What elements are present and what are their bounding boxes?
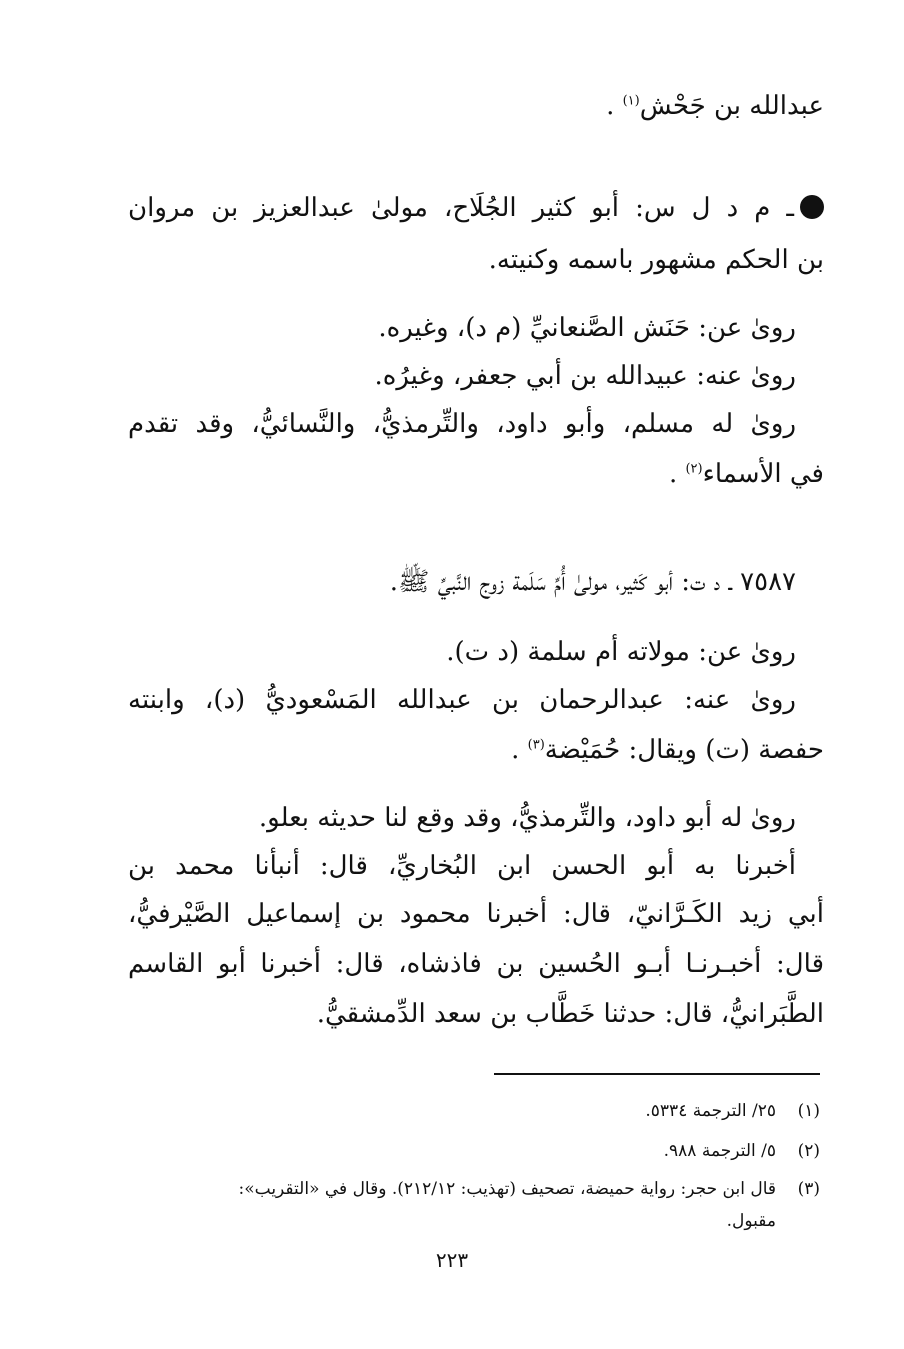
text-line-5	[128, 356, 796, 396]
text-line-9	[128, 632, 796, 672]
line-text: الطَّبَرانيُّ، قال: حدثنا خَطَّاب بن سعد الدِّمشقيُّ.	[316, 999, 824, 1029]
line-text: أخبرنا به أبو الحسن ابن البُخاريِّ، قال: أنبأنا محمد بن	[128, 851, 796, 881]
footnote-divider	[494, 1073, 820, 1075]
text-line-14	[128, 894, 824, 934]
line-text: روىٰ عنه: عبدالرحمان بن عبدالله المَسْعوديُّ (د)، وابنته	[128, 685, 796, 715]
footnote-ref-2: (٢)	[685, 461, 703, 477]
line-text: ٧٥٨٧ ـ د ت: أبو كَثير، مولىٰ أُمِّ سَلَمة زوج النَّبيِّ ﷺ.	[389, 567, 796, 597]
text-line-12	[128, 798, 796, 838]
line-text: قال: أخبـرنـا أبـو الحُسين بن فاذشاه، قال: أخبرنا أبو القاسم	[128, 949, 824, 979]
text-line-11	[128, 730, 824, 770]
line-text: روىٰ له مسلم، وأبو داود، والتِّرمذيُّ، والنَّسائيُّ، وقد تقدم	[128, 409, 796, 439]
footnote-3	[70, 1174, 820, 1204]
line-text: في الأسماء	[702, 459, 824, 489]
line-text: روىٰ عن: مولاته أم سلمة (د ت).	[446, 637, 796, 667]
footnote-ref-3: (٣)	[527, 737, 545, 753]
bullet-icon	[800, 195, 824, 219]
line-text: ـ م د ل س: أبو كثير الجُلَاح، مولىٰ عبدالعزيز بن مروان	[128, 193, 794, 223]
page-number: ٢٢٣	[435, 1248, 469, 1272]
footnote-text: قال ابن حجر: رواية حميضة، تصحيف (تهذيب: ٢١٢/١٢). وقال في «التقريب»:	[238, 1179, 776, 1199]
footnote-number: (٣)	[797, 1179, 820, 1199]
text-line-6	[128, 404, 796, 444]
footnote-3-continuation: مقبول.	[726, 1211, 776, 1231]
footnote-text: ٥/ الترجمة ٩٨٨.	[663, 1141, 776, 1161]
footnote-1	[70, 1096, 820, 1126]
footnote-number: (١)	[797, 1101, 820, 1121]
line-text: روىٰ عنه: عبيدالله بن أبي جعفر، وغيرُه.	[374, 361, 796, 391]
text-line-3	[128, 240, 824, 280]
line-tail: .	[606, 91, 615, 121]
line-text: بن الحكم مشهور باسمه وكنيته.	[488, 245, 824, 275]
line-text: روىٰ عن: حَنَش الصَّنعانيِّ (م د)، وغيره.	[378, 313, 796, 343]
entry-header-7587	[128, 562, 796, 602]
footnote-text: ٢٥/ الترجمة ٥٣٣٤.	[645, 1101, 776, 1121]
footnote-number: (٢)	[797, 1141, 820, 1161]
text-line-7	[128, 454, 824, 494]
text-line-1	[128, 86, 824, 126]
line-tail: .	[511, 735, 520, 765]
text-line-4	[128, 308, 796, 348]
line-text: روىٰ له أبو داود، والتِّرمذيُّ، وقد وقع لنا حديثه بعلو.	[258, 803, 796, 833]
entry-header-abu-kathir-jallah	[128, 188, 824, 228]
text-line-13	[128, 846, 796, 886]
footnote-2	[70, 1136, 820, 1166]
line-tail: .	[668, 459, 678, 489]
line-text: أبي زيد الكَـرَّانيّ، قال: أخبرنا محمود بن إسماعيل الصَّيْرفيُّ،	[128, 899, 824, 929]
footnote-ref-1: (١)	[622, 93, 640, 109]
text-line-15	[128, 944, 824, 984]
line-text: حفصة (ت) ويقال: حُمَيْضة	[544, 735, 824, 765]
text-line-16	[128, 994, 824, 1034]
line-text: عبدالله بن جَحْش	[639, 91, 824, 121]
text-line-10	[128, 680, 796, 720]
